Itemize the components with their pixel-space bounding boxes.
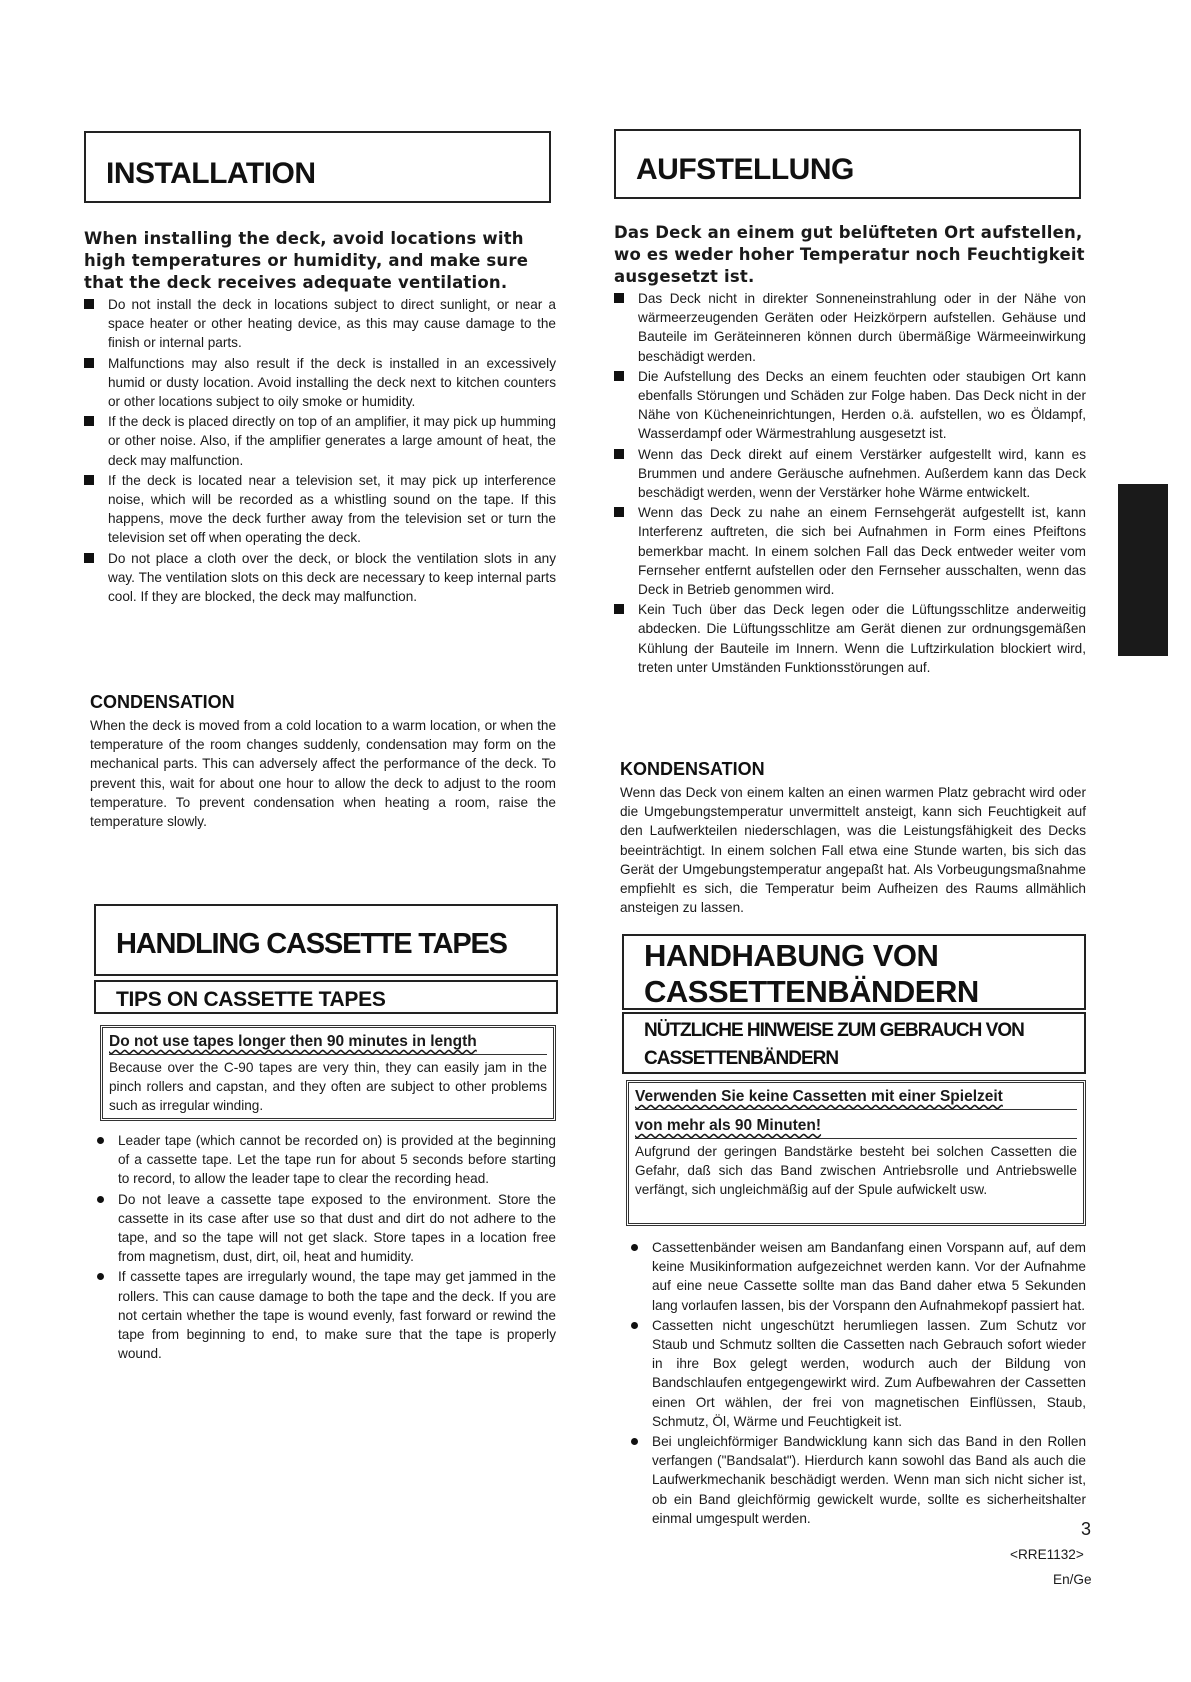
spielzeit-note-title-line1: Verwenden Sie keine Cassetten mit einer Spielzeit [635,1087,1077,1110]
list-item: Malfunctions may also result if the deck is installed in an excessively humid or dusty location. Avoid installing the deck next to kitchen counters or other locations subject to oily smoke or humidity. [84,354,556,412]
language-code: En/Ge [1053,1572,1092,1587]
hinweise-subtitle-box [622,1012,1086,1074]
list-item: Cassetten nicht ungeschützt herumliegen lassen. Zum Schutz vor Staub und Schmutz sollten die Cassetten nach Gebrauch sofort wieder in ihre Box gelegt werden, wodurch auch der Bildung von Bandschlaufen entgegengewirkt wird. Zum Aufbewahren der Cassetten einen Ort wählen, der frei von magnetischen Einflüssen, Staub, Schmutz, Öl, Wärme und Feuchtigkeit ist. [628,1316,1086,1431]
tips-subtitle: TIPS ON CASSETTE TAPES [116,988,386,1011]
bullet-dot-icon [97,1137,104,1144]
bullet-square-icon [614,449,624,459]
condensation-text: When the deck is moved from a cold location to a warm location, or when the temperature of the room changes suddenly, condensation may form on the mechanical parts. This can adversely affect the performance of the deck. To prevent this, wait for about one hour to allow the deck to adjust to the room temperature. To prevent condensation when heating a room, raise the temperature slowly. [90,718,556,830]
list-item: Cassettenbänder weisen am Bandanfang einen Vorspann auf, auf dem keine Musikinformation aufgezeichnet werden kann. Vor der Aufnahme auf eine neue Cassette sollte man das Band daher etwa 5 Sekunden lang vorlaufen lassen, bis der Vorspann den Aufnahmekopf passiert hat. [628,1238,1086,1315]
bullet-square-icon [614,293,624,303]
installation-lead: When installing the deck, avoid locations with high temperatures or humidity, and make sure that the deck receives adequate ventilation. [84,229,529,292]
kondensation-text: Wenn das Deck von einem kalten an einen warmen Platz gebracht wird oder die Umgebungstemperatur unvermittelt ansteigt, kann sich Feuchtigkeit auf den Laufwerkteilen niederschlagen, was die Leistungsfähigkeit des Decks beeinträchtigt. In einem solchen Fall etwa eine Stunde warten, bis sich das Gerät der Umgebungstemperatur angepaßt hat. Als Vorbeugungsmaßnahme empfiehlt es sich, die Temperatur beim Aufheizen des Raums allmählich ansteigen zu lassen. [620,785,1086,916]
spielzeit-note-title-line2: von mehr als 90 Minuten! [635,1116,1077,1139]
tape-length-note-text: Because over the C-90 tapes are very thin, they can easily jam in the pinch rollers and capstan, and they often are subject to other problems such as irregular winding. [109,1060,547,1113]
aufstellung-lead: Das Deck an einem gut belüfteten Ort aufstellen, wo es weder hoher Temperatur noch Feuchtigkeit ausgesetzt ist. [614,223,1085,286]
list-item: If the deck is placed directly on top of an amplifier, it may pick up humming or other noise. Also, if the amplifier generates a large amount of heat, the deck may malfunction. [84,412,556,470]
bullet-square-icon [84,358,94,368]
list-item: If cassette tapes are irregularly wound, the tape may get jammed in the rollers. This can cause damage to both the tape and the deck. If you are not certain whether the tape is wound evenly, fast forward or rewind the tape from beginning to end, to make sure that the tape is properly wound. [94,1267,556,1363]
handling-title-box [94,904,558,976]
bullet-square-icon [614,371,624,381]
hinweise-subtitle-line2: CASSETTENBÄNDERN [644,1048,839,1069]
handhabung-list [628,1238,1086,1529]
bullet-square-icon [84,475,94,485]
aufstellung-title: AUFSTELLUNG [636,153,854,186]
list-item: Wenn das Deck zu nahe an einem Fernsehgerät aufgestellt ist, kann Interferenz auftreten, die sich bei Aufnahmen in Form eines Pfeiftons bemerkbar macht. In einem solchen Fall das Deck entweder weiter vom Fernseher entfernt aufstellen oder den Fernseher ausschalten, wenn das Deck in Betrieb genommen wird. [614,503,1086,599]
bullet-square-icon [614,604,624,614]
list-item: Kein Tuch über das Deck legen oder die Lüftungsschlitze anderweitig abdecken. Die Lüftungsschlitze am Gerät dienen zur ordnungsgemäßen Kühlung der Bauteile im Innern. Wenn die Luftzirkulation blockiert wird, treten unter Umständen Funktionsstörungen auf. [614,600,1086,677]
condensation-heading: CONDENSATION [90,692,235,712]
list-item: Do not install the deck in locations subject to direct sunlight, or near a space heater or other heating device, as this may cause damage to the finish or internal parts. [84,295,556,353]
list-item: Leader tape (which cannot be recorded on) is provided at the beginning of a cassette tape. Let the tape run for about 5 seconds before starting to record, to allow the leader tape to clear the recording head. [94,1131,556,1189]
bullet-square-icon [84,299,94,309]
tips-subtitle-box [94,980,558,1014]
list-item: Do not leave a cassette tape exposed to the environment. Store the cassette in its case after use so that dust and dirt do not adhere to the tape, and so the tape will not get slack. Store tapes in a location free from magnetism, dust, dirt, oil, heat and humidity. [94,1190,556,1267]
list-item: Bei ungleichförmiger Bandwicklung kann sich das Band in den Rollen verfangen ("Bandsalat"). Hierdurch kann sowohl das Band als auch die Laufwerkmechanik beschädigt werden. Wenn man sich nicht sicher ist, ob ein Band gleichförmig gewickelt wurde, sollte es sicherheitshalter einmal umgespult werden. [628,1432,1086,1528]
hinweise-subtitle-line1: NÜTZLICHE HINWEISE ZUM GEBRAUCH VON [644,1020,1024,1041]
tape-length-note-title: Do not use tapes longer then 90 minutes in length [109,1032,547,1055]
document-code: <RRE1132> [1010,1547,1084,1562]
page-number: 3 [1081,1519,1092,1539]
list-item: Die Aufstellung des Decks an einem feuchten oder staubigen Ort kann ebenfalls Störungen und Schäden zur Folge haben. Das Deck nicht in der Nähe von Kücheneinrichtungen, Herden o.ä. aufstellen, wo es Öldampf, Wasserdampf oder Wärmestrahlung ausgesetzt ist. [614,367,1086,444]
bullet-dot-icon [631,1438,638,1445]
bullet-square-icon [84,553,94,563]
handhabung-title-line1: HANDHABUNG VON [644,938,939,973]
section-tab-marker [1118,484,1168,588]
handhabung-title-line2: CASSETTENBÄNDERN [644,974,979,1009]
tape-length-note [100,1025,556,1121]
installation-title-box [84,131,551,203]
bullet-dot-icon [97,1273,104,1280]
aufstellung-list [614,289,1086,678]
installation-title: INSTALLATION [106,157,316,190]
handhabung-title-box [622,934,1086,1010]
list-item: Wenn das Deck direkt auf einem Verstärker aufgestellt wird, kann es Brummen und andere Geräusche aufnehmen. Außerdem kann das Deck beschädigt werden, wenn der Verstärker hohe Wärme entwickelt. [614,445,1086,503]
list-item: Do not place a cloth over the deck, or block the ventilation slots in any way. The ventilation slots on this deck are necessary to keep internal parts cool. If they are blocked, the deck may malfunction. [84,549,556,607]
bullet-square-icon [614,507,624,517]
aufstellung-title-box [614,129,1081,199]
handling-list [94,1131,556,1364]
list-item: If the deck is located near a television set, it may pick up interference noise, which will be recorded as a whistling sound on the tape. If this happens, move the deck further away from the television set or turn the television set off when operating the deck. [84,471,556,548]
kondensation-heading: KONDENSATION [620,759,765,779]
bullet-square-icon [84,416,94,426]
bullet-dot-icon [631,1322,638,1329]
bullet-dot-icon [97,1196,104,1203]
spielzeit-note-text: Aufgrund der geringen Bandstärke besteht bei solchen Cassetten die Gefahr, daß sich das Band zwischen Antriebsrolle und Antriebswelle verfängt, sich ungleichmäßig auf der Spule aufwickelt usw. [635,1144,1077,1197]
bullet-dot-icon [631,1244,638,1251]
section-tab-marker [1118,584,1168,656]
handling-title: HANDLING CASSETTE TAPES [116,928,507,960]
installation-list [84,295,556,607]
list-item: Das Deck nicht in direkter Sonneneinstrahlung oder in der Nähe von wärmeerzeugenden Geräten oder Heizkörpern aufstellen. Gehäuse und Bauteile im Geräteinneren können durch übermäßige Wärmeeinwirkung beschädigt werden. [614,289,1086,366]
spielzeit-note [626,1080,1086,1226]
